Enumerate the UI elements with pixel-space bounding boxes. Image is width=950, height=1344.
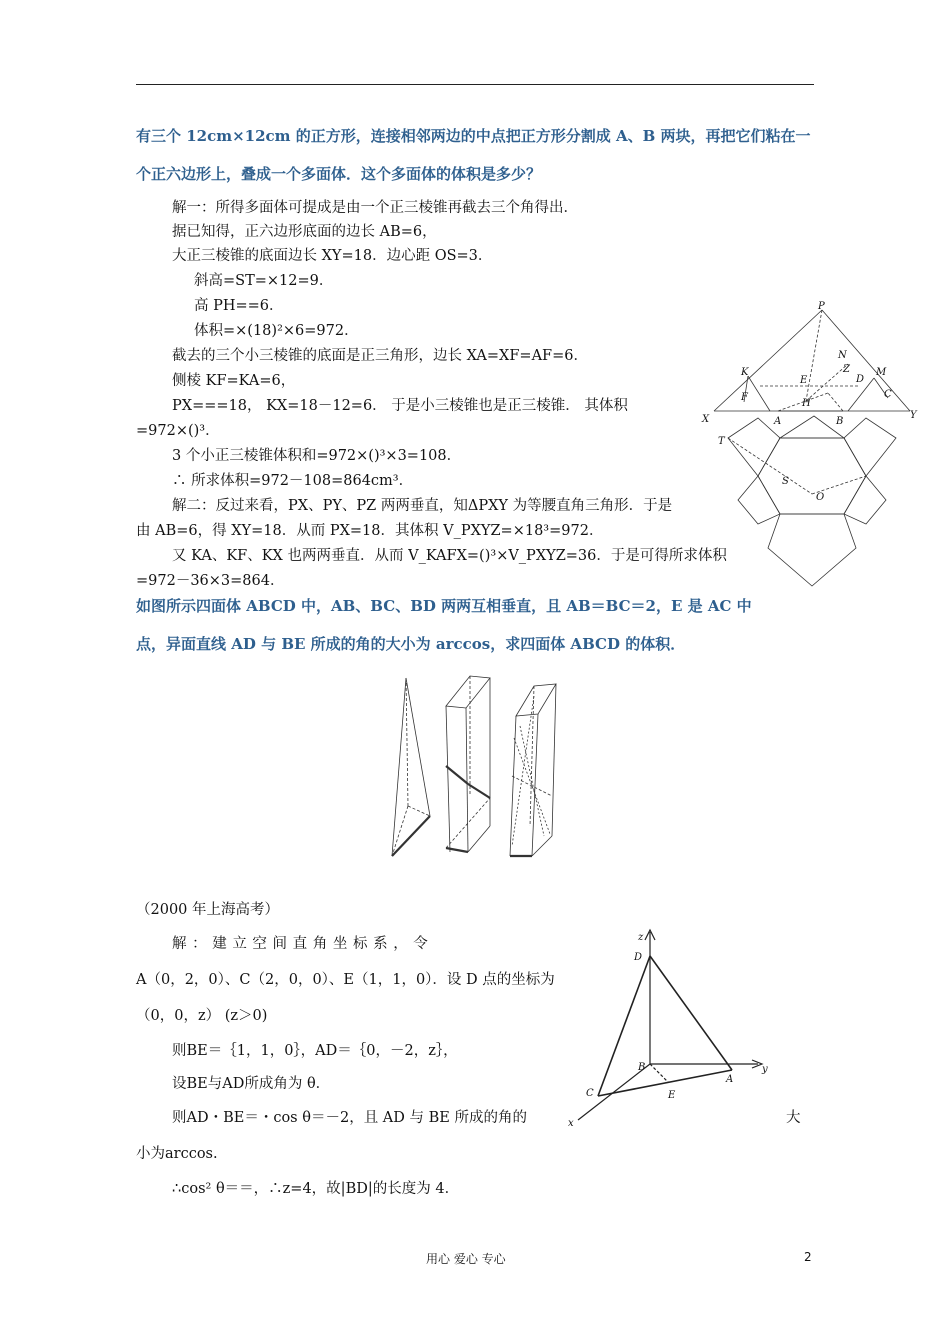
fig1-label: C [884,389,892,400]
problem2-line1: 如图所示四面体 ABCD 中，AB、BC、BD 两两互相垂直，且 AB＝BC＝2，E 是 AC 中 [136,597,752,615]
fig1-label: P [818,301,825,312]
coordinate-tetrahedron-figure [560,924,780,1130]
fig1-label: N [838,350,847,361]
fig1-label: K [741,367,749,378]
fig3-label: A [726,1074,734,1085]
solution2-line: ∴cos² θ＝＝，∴z=4，故|BD|的长度为 4． [172,1181,460,1197]
fig3-label: B [638,1062,646,1073]
fig1-label: O [816,492,825,503]
solution1-line: 据已知得，正六边形底面的边长 AB=6， [172,224,437,240]
solution1-line: PX===18， KX=18－12=6． 于是小三棱锥也是正三棱锥． 其体积 [172,398,628,414]
fig1-label: D [856,374,865,385]
solution1-line: 由 AB=6，得 XY=18．从而 PX=18．其体积 V_PXYZ=×18³=972． [136,523,604,539]
fig1-label: F [741,392,748,403]
fig3-label: E [668,1090,676,1101]
solution1-line: 高 PH==6． [194,298,284,314]
problem2-source: （2000 年上海高考） [136,902,280,918]
page-number: 2 [804,1250,812,1264]
solution2-line: A（0，2，0）、C（2，0，0）、E（1，1，0）．设 D 点的坐标为 [136,972,555,988]
fig1-label: X [702,414,710,425]
solution1-line: 3 个小正三棱锥体积和=972×()³×3=108． [172,448,462,464]
problem2-line2: 点，异面直线 AD 与 BE 所成的角的大小为 arccos，求四面体 ABCD 的体积． [136,635,686,653]
solution1-line: 侧棱 KF=KA=6， [172,373,296,389]
problem1-line2: 个正六边形上，叠成一个多面体．这个多面体的体积是多少？ [136,165,542,183]
solution1-line: 斜高=ST=×12=9． [194,273,334,289]
solution2-line: （0，0，z） (z＞0) [136,1008,268,1024]
fig1-label: T [718,436,725,447]
solution1-line: 大正三棱锥的底面边长 XY=18．边心距 OS=3． [172,248,493,264]
fig3-label: y [762,1064,768,1075]
solution2-line: 设BE与AD所成角为 θ． [172,1076,331,1092]
fig1-label: B [836,416,844,427]
solution2-line: 小为arccos. [136,1146,218,1162]
fig3-label: C [586,1088,594,1099]
fig1-label: Z [843,364,850,375]
solution2-line: 则BE＝｛1，1，0｝，AD＝｛0，－2，z｝， [172,1043,458,1059]
solution1-line: 又 KA、KF、KX 也两两垂直．从而 V_KAFX=()³×V_PXYZ=36．于是可得所求体积 [172,548,727,564]
fig1-label: H [802,398,811,409]
fig1-label: S [782,476,789,487]
fig1-label: A [774,416,782,427]
solution1-line: ∴ 所求体积=972－108=864cm³． [172,473,414,489]
fig1-label: M [876,367,887,378]
solution2-line: 则AD・BE＝・cos θ＝－2，且 AD 与 BE 所成的角的 [172,1110,527,1126]
solution1-line: =972×()³． [136,423,220,439]
fig1-label: Y [910,410,917,421]
problem1-line1: 有三个 12cm×12cm 的正方形，连接相邻两边的中点把正方形分割成 A、B 两块，再把它们粘在一 [136,127,811,145]
fig3-label: x [568,1118,574,1129]
header-rule [136,84,814,85]
fig1-label: E [800,375,808,386]
footer-text: 用心 爱心 专心 [426,1252,506,1266]
solution1-line: 解一：所得多面体可提成是由一个正三棱锥再截去三个角得出． [172,200,578,216]
solution2-line: 解 ： 建 立 空 间 直 角 坐 标 系 ， 令 [172,936,429,952]
solution1-line: 截去的三个小三棱锥的底面是正三角形，边长 XA=XF=AF=6． [172,348,588,364]
tetrahedron-sketches-figure [384,666,576,866]
solution1-line: =972－36×3=864． [136,573,285,589]
fig3-label: D [634,952,643,963]
solution1-line: 解二：反过来看，PX、PY、PZ 两两垂直，知ΔPXY 为等腰直角三角形．于是 [172,498,673,514]
solution1-line: 体积=×(18)²×6=972． [194,323,359,339]
solution2-line: 大 [786,1110,801,1126]
polyhedron-figure [698,298,924,590]
fig3-label: z [638,932,644,943]
